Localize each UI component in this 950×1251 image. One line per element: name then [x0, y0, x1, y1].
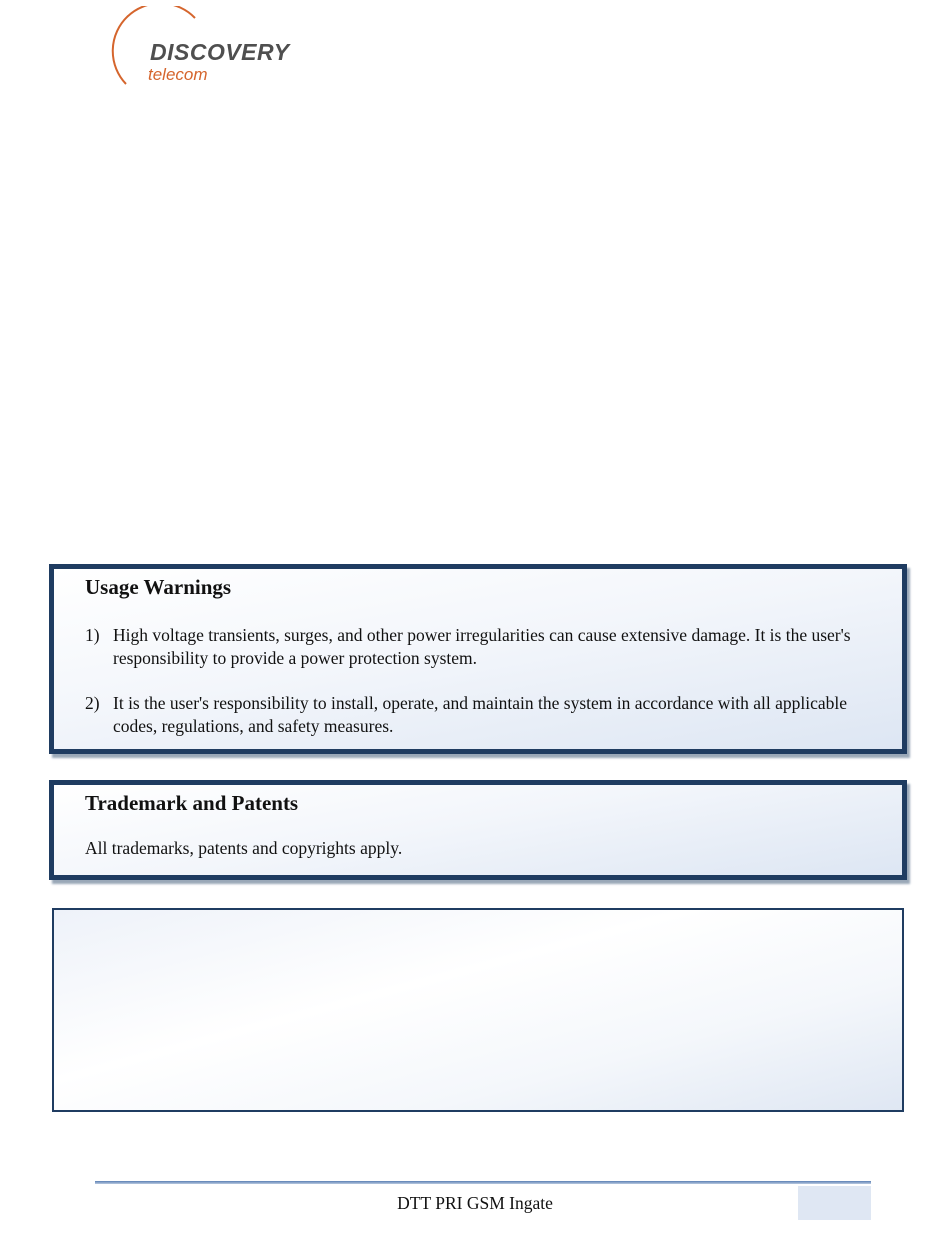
usage-warnings-box — [49, 564, 907, 754]
list-item — [85, 624, 885, 670]
logo-name: DISCOVERY — [150, 39, 290, 65]
list-item-number: 1) — [85, 625, 100, 645]
footer-divider — [95, 1181, 871, 1184]
company-logo — [110, 6, 310, 90]
list-item — [85, 692, 885, 738]
usage-warnings-list — [85, 624, 885, 760]
usage-warnings-title: Usage Warnings — [85, 575, 232, 599]
trademark-box — [49, 780, 907, 880]
list-item-number: 2) — [85, 693, 100, 713]
trademark-text: All trademarks, patents and copyrights apply. — [85, 838, 403, 858]
logo-subtitle: telecom — [148, 65, 208, 84]
footer-title: DTT PRI GSM Ingate — [397, 1193, 553, 1213]
page-number-box — [798, 1186, 871, 1220]
list-item-text: It is the user's responsibility to install, operate, and maintain the system in accordance with all applicable codes, regulations, and safety measures. — [113, 693, 848, 736]
list-item-text: High voltage transients, surges, and other power irregularities can cause extensive damage. It is the user's responsibility to provide a power protection system. — [113, 625, 851, 668]
trademark-title: Trademark and Patents — [85, 791, 299, 815]
empty-notice-box — [52, 908, 904, 1112]
